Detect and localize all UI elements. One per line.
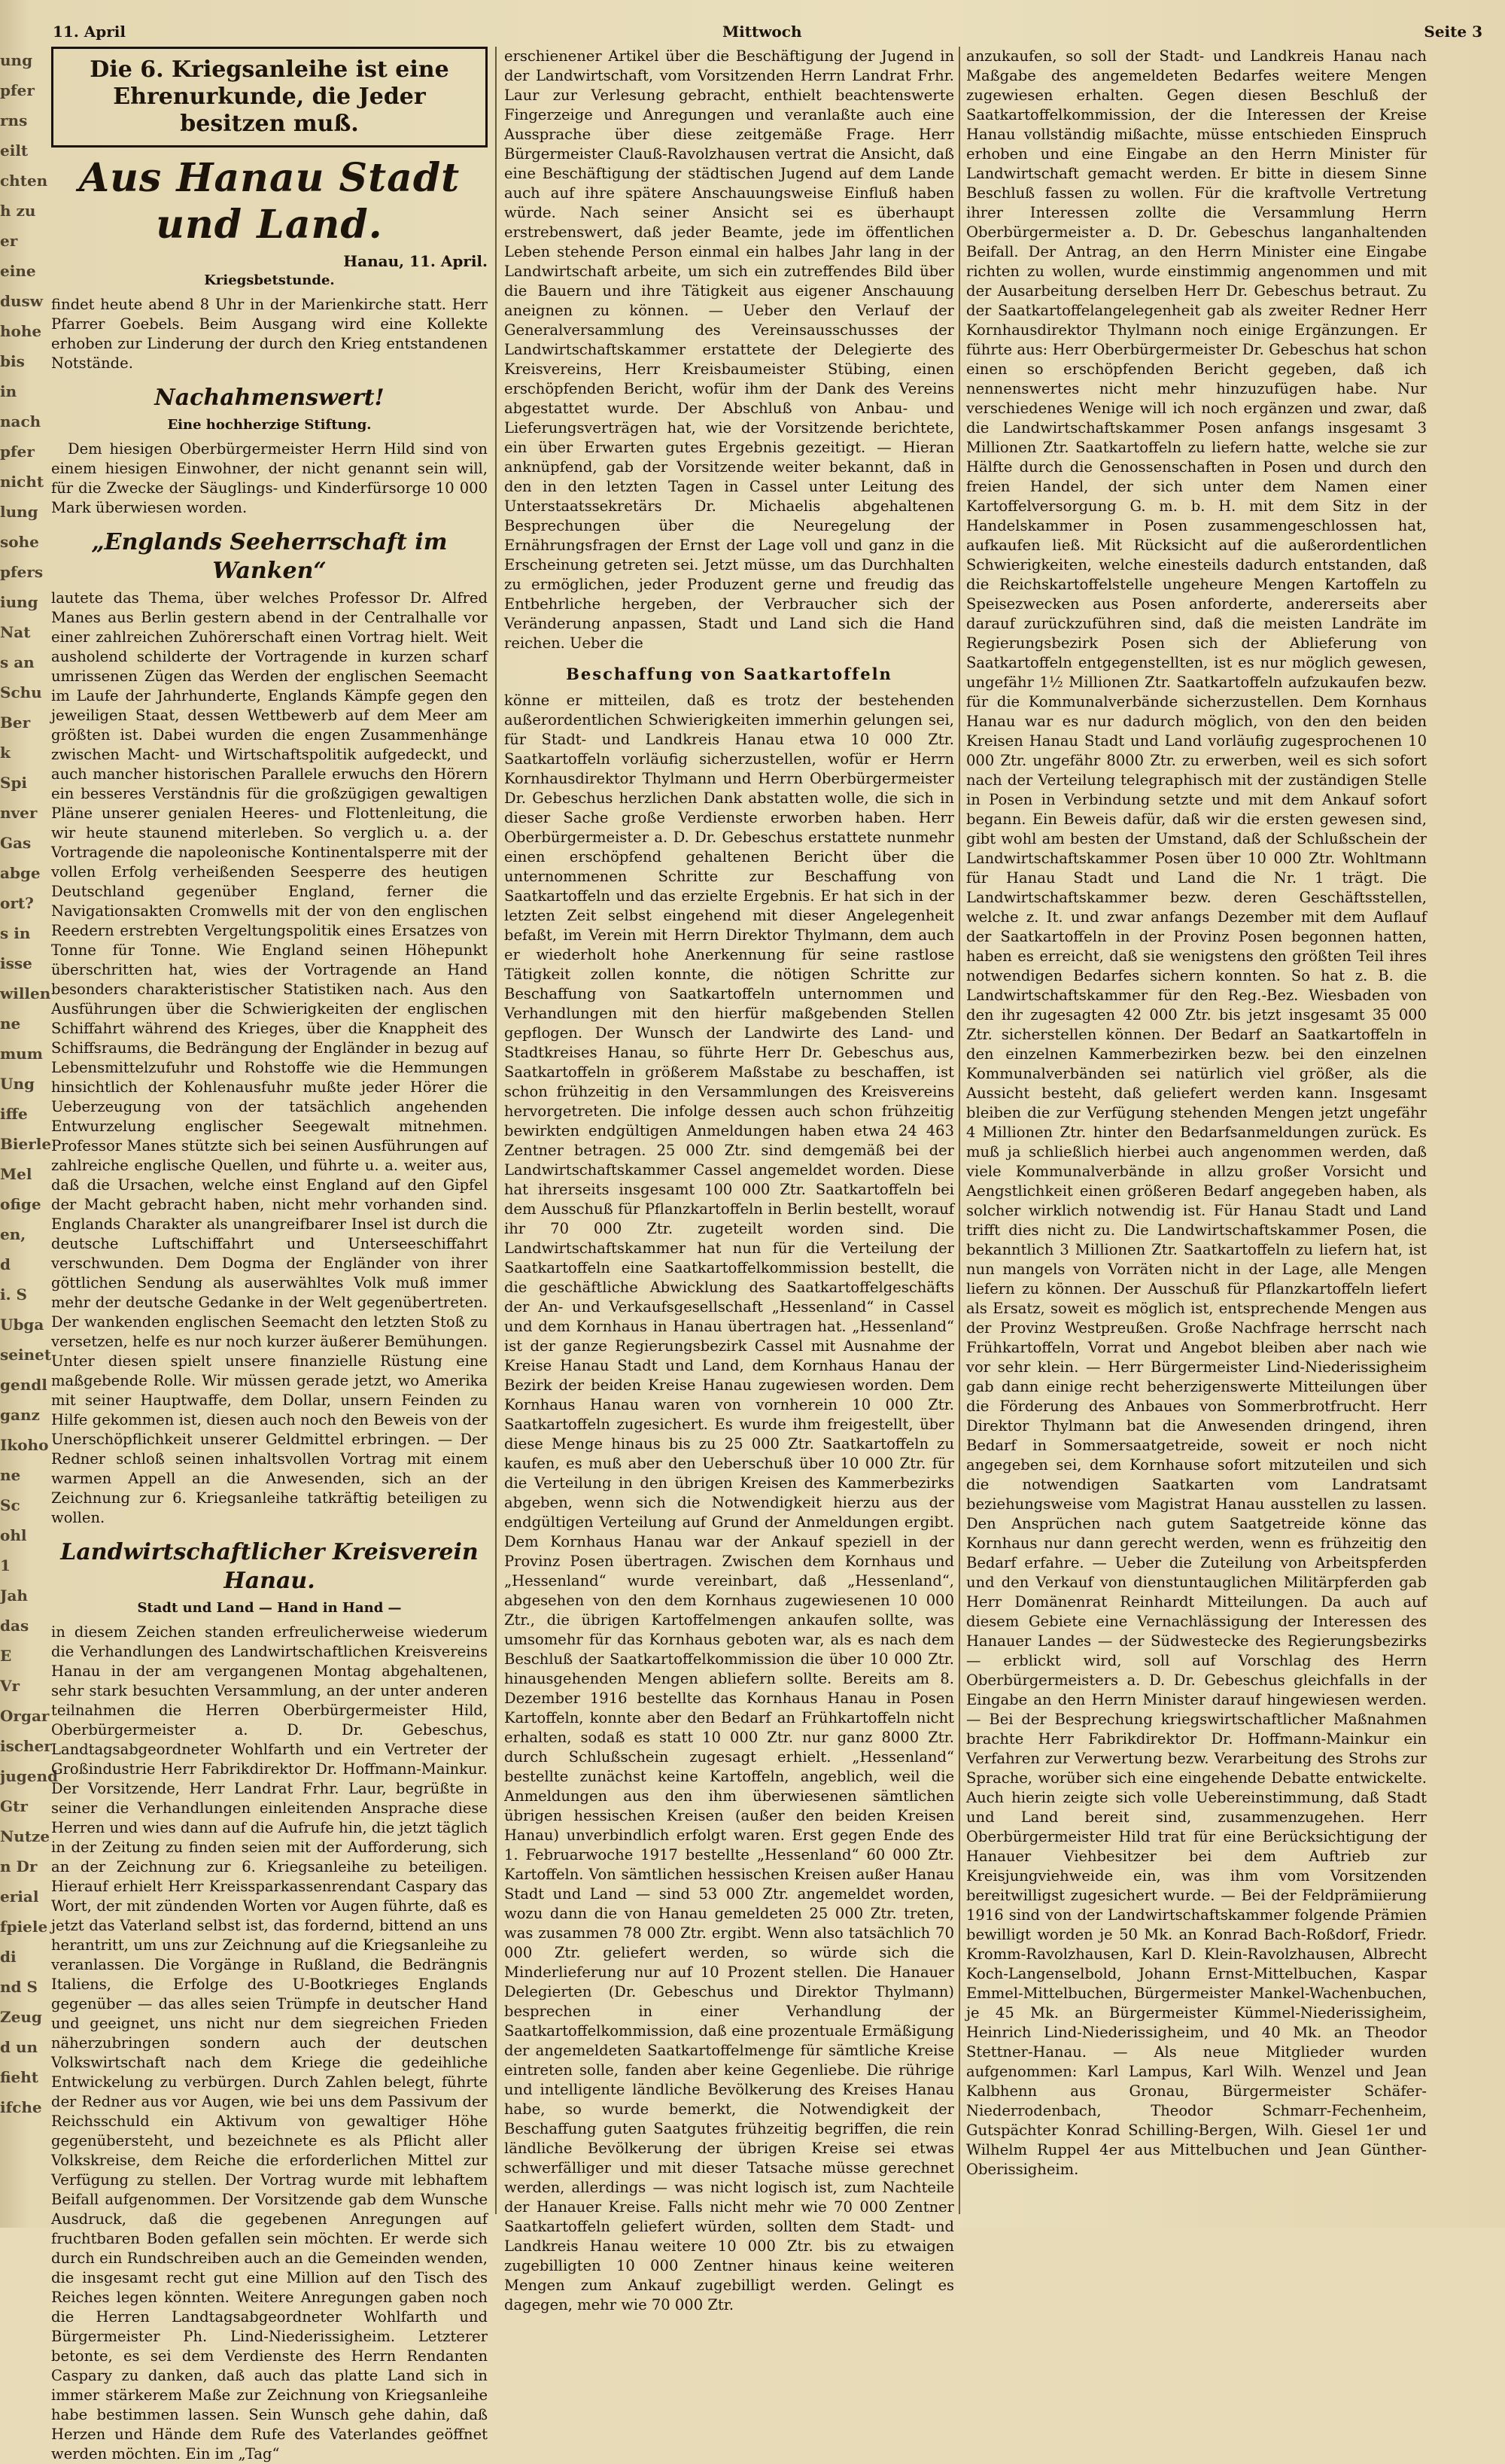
stub-fragment: in [0, 382, 17, 400]
article-heading-kreisverein: Landwirtschaftlicher Kreisverein Hanau. [60, 1539, 479, 1594]
stub-fragment: i. S [0, 1285, 27, 1303]
stub-fragment: h zu [0, 202, 36, 220]
stub-fragment: Zeug [0, 2008, 42, 2026]
stub-fragment: isse [0, 954, 32, 972]
war-bond-banner: Die 6. Kriegsanleihe ist eine Ehrenurkunde, die Jeder besitzen muß. [51, 47, 488, 148]
stub-fragment: lung [0, 503, 38, 521]
stub-fragment: d un [0, 2038, 38, 2056]
dateline: Hanau, 11. April. [343, 252, 488, 270]
stub-fragment: iung [0, 593, 38, 611]
stub-fragment: Vr [0, 1677, 20, 1695]
column-3 [966, 47, 1427, 2214]
stub-fragment: erial [0, 1888, 39, 1906]
stub-fragment: sohe [0, 533, 39, 551]
stub-fragment: ifche [0, 2098, 42, 2116]
article-body: lautete das Thema, über welches Professor Dr. Alfred Manes aus Berlin gestern abend in der Centralhalle vor einer zahlreichen Zuhörerschaft einen Vortrag hielt. Weit ausholend schilderte der Vortragende in kurzen scharf umrissenen Zügen das Werden der englischen Seemacht im Laufe der Jahrhunderte, Englands Kämpfe gegen den jeweiligen Staat, dessen Wettbewerb auf dem Meer am größten ist. Dabei wurden die engen Zusammenhänge zwischen Macht- und Wirtschaftspolitik aufgedeckt, und auch mancher historischen Parallele erwuchs den Hörern ein besseres Verständnis für die großzügigen gewaltigen Pläne unserer genialen Heeres- und Flottenleitung, die wir heute staunend miterleben. So verglich u. a. der Vortragende die napoleonische Kontinentalsperre mit der vollen Erfolg verheißenden Seesperre des heutigen Deutschland gegenüber England, ferner die Navigationsakten Cromwells mit der von den englischen Reedern erstrebten Vergeltungspolitik eines Ersatzes von Tonne für Tonne. Wie England seinen Höhepunkt überschritten hat, wies der Vortragende an Hand besonders charakteristischer Statistiken nach. Aus den Ausführungen über die Schwierigkeiten der englischen Schiffahrt während des Krieges, über die Knappheit des Schiffsraums, die Bedrängung der Engländer in bezug auf Lebensmittelzufuhr und Rohstoffe wie die Hemmungen hinsichtlich der Kohlenausfuhr mußte jeder Hörer die Ueberzeugung von der tatsächlich angehenden Entwurzelung englischer Seegewalt mitnehmen. Professor Manes stützte sich bei seinen Ausführungen auf zahlreiche englische Quellen, und führte u. a. weiter aus, daß die Ursachen, welche einst England auf den Gipfel der Macht gebracht haben, nicht mehr vorhanden sind. Englands Charakter als unangreifbarer Insel ist durch die deutsche Luftschiffahrt und Unterseeschiffahrt verschwunden. Dem Dogma der Engländer von ihrer göttlichen Sendung als auserwähltes Volk muß immer mehr der deutsche Gedanke in der Welt gegenübertreten. Der wankenden englischen Seemacht den letzten Stoß zu versetzen, helfe es nur noch kurzer äußerer Bemühungen. Unter diesen spielt unsere finanzielle Rüstung eine maßgebende Rolle. Wir müssen gerade jetzt, wo Amerika mit seiner Hauptwaffe, dem Dollar, unsern Feinden zu Hilfe gekommen ist, diesen auch noch den Beweis von der Unerschöpflichkeit unserer Geldmittel erbringen. — Der Redner schloß seinen inhaltsvollen Vortrag mit einem warmen Appell an die Anwesenden, sich an der Zeichnung zur 6. Kriegsanleihe tatkräftig beteiligen zu wollen. [51, 589, 488, 1526]
stub-fragment: en, d [0, 1225, 26, 1273]
column-rule [959, 47, 960, 2214]
column-2 [504, 47, 954, 2313]
stub-fragment: Gas [0, 834, 32, 852]
stub-fragment: 1 Jah [0, 1556, 28, 1605]
stub-fragment: pfer [0, 443, 35, 461]
stub-fragment: er [0, 232, 18, 250]
stub-fragment: di [0, 1948, 17, 1966]
stub-fragment: seinet [0, 1346, 52, 1364]
stub-fragment: chten [0, 172, 48, 190]
stub-fragment: Nutze [0, 1827, 50, 1845]
article-heading-betstunde: Kriegsbetstunde. [204, 272, 335, 288]
article-heading-england: „Englands Seeherrschaft im Wanken“ [91, 529, 448, 584]
section-masthead: Aus Hanau Stadt und Land. [78, 155, 461, 248]
adjacent-page-fragments [0, 45, 59, 2213]
stub-fragment: ung [0, 51, 33, 69]
stub-fragment: das E [0, 1617, 29, 1665]
stub-fragment: Ikoho [0, 1436, 49, 1454]
article-body: könne er mitteilen, daß es trotz der bestehenden außerordentlichen Schwierigkeiten immerhin gelungen sei, für Stadt- und Landkreis Hanau etwa 10 000 Ztr. Saatkartoffeln vorläufig sicherzustellen, wofür er Herrn Kornhausdirektor Thylmann und Herrn Oberbürgermeister Dr. Gebeschus herzlichen Dank abstatten wolle, die sich in dieser Sache große Verdienste erworben haben. Herr Oberbürgermeister a. D. Dr. Gebeschus erstattete nunmehr einen erschöpfend gehaltenen Bericht über die unternommenen Schritte zur Beschaffung von Saatkartoffeln und das erzielte Ergebnis. Er hat sich in der letzten Zeit selbst eingehend mit dieser Angelegenheit befaßt, im Verein mit Herrn Direktor Thylmann, dem auch er wiederholt hohe Anerkennung für seine rastlose Tätigkeit zollen konnte, die nötigen Schritte zur Beschaffung von Saatkartoffeln unternommen und Verhandlungen mit den hierfür maßgebenden Stellen gepflogen. Der Wunsch der Landwirte des Land- und Stadtkreises Hanau, so führte Herr Dr. Gebeschus aus, Saatkartoffeln in größerem Maßstabe zu beschaffen, ist schon frühzeitig in den Versammlungen des Kreisvereins hervorgetreten. Die infolge dessen auch schon frühzeitig bewirkten endgültigen Anmeldungen haben etwa 24 463 Zentner betragen. 25 000 Ztr. sind demgemäß bei der Landwirtschaftskammer Cassel angemeldet worden. Diese hat ihrerseits insgesamt 100 000 Ztr. Saatkartoffeln bei dem Ausschuß für Pflanzkartoffeln in Berlin bestellt, worauf ihr 70 000 Ztr. zugeteilt worden sind. Die Landwirtschaftskammer hat nun für die Verteilung der Saatkartoffeln eine Saatkartoffelkommission bestellt, die die geschäftliche Abwicklung des Saatkartoffelgeschäfts der An- und Verkaufsgesellschaft „Hessenland“ in Cassel und dem Kornhaus in Hanau übertragen hat. „Hessenland“ ist der ganze Regierungsbezirk Cassel mit Ausnahme der Kreise Hanau Stadt und Land, dem Kornhaus Hanau der Bezirk der beiden Kreise Hanau zugewiesen worden. Dem Kornhaus Hanau waren von vornherein 10 000 Ztr. Saatkartoffeln zugesichert. Es wurde ihm freigestellt, über diese Menge hinaus bis zu 25 000 Ztr. Saatkartoffeln zu kaufen, es muß aber den Ueberschuß über 10 000 Ztr. für die Verteilung in den übrigen Kreisen des Kammerbezirks abgeben, wenn sich die Notwendigkeit hierzu aus der endgültigen Verteilung auf Grund der Anmeldungen ergibt. Dem Kornhaus Hanau war der Ankauf speziell in der Provinz Posen übertragen. Zwischen dem Kornhaus und „Hessenland“ wurde vereinbart, daß „Hessenland“, abgesehen von den dem Kornhaus zugewiesenen 10 000 Ztr., die übrigen Kartoffelmengen ankaufen sollte, was umsomehr für das Kornhaus geboten war, als es nach dem Beschluß der Saatkartoffelkommission die über 10 000 Ztr. hinausgehenden Mengen abliefern sollte. Bereits am 8. Dezember 1916 bestellte das Kornhaus Hanau in Posen Kartoffeln, konnte aber den Bedarf an Frühkartoffeln nicht erhalten, sodaß es statt 10 000 Ztr. nur ganz 8000 Ztr. durch Schlußschein zugesagt erhielt. „Hessenland“ bestellte zunächst keine Kartoffeln, angeblich, weil die Anmeldungen aus den ihm überwiesenen sämtlichen übrigen hessischen Kreisen (außer den beiden Kreisen Hanau) unverbindlich erfolgt waren. Erst gegen Ende des 1. Februarwoche 1917 bestellte „Hessenland“ 60 000 Ztr. Kartoffeln. Von sämtlichen hessischen Kreisen außer Hanau Stadt und Land — sind 53 000 Ztr. angemeldet worden, wozu dann die von Hanau gemeldeten 25 000 Ztr. treten, was zusammen 78 000 Ztr. ergibt. Wenn also tatsächlich 70 000 Ztr. geliefert werden, so würde sich die Minderlieferung nur auf 10 Prozent stellen. Die Hanauer Delegierten (Dr. Gebeschus und Direktor Thylmann) besprechen in einer Verhandlung der Saatkartoffelkommission, daß eine prozentuale Ermäßigung der angemeldeten Saatkartoffelmenge für sämtliche Kreise eintreten solle, fanden aber keine Gegenliebe. Die rührige und intelligente ländliche Bevölkerung des Kreises Hanau habe, so wurde bemerkt, die Notwendigkeit der Beschaffung guten Saatgutes frühzeitig begriffen, die rein ländliche Bevölkerung der übrigen Kreise sei etwas schwerfälliger und mit dieser Tatsache müsse gerechnet werden, allerdings — was nicht logisch ist, zum Nachteile der Hanauer Kreise. Falls nicht mehr wie 70 000 Zentner Saatkartoffeln geliefert würden, sollten dem Stadt- und Landkreis Hanau weitere 10 000 Ztr. bis zu etwaigen zugebilligten 10 000 Zentner hinaus keine weiteren Mengen zum Ankauf zugebilligt werden. Gelingt es dagegen, mehr wie 70 000 Ztr. [504, 692, 954, 2313]
stub-fragment: s an [0, 653, 35, 671]
stub-fragment: pfer [0, 81, 35, 99]
stub-fragment: Ber [0, 713, 31, 732]
stub-fragment: ganz [0, 1406, 40, 1424]
stub-fragment: ischer [0, 1737, 52, 1755]
stub-fragment: Ubga [0, 1316, 44, 1334]
header-date: 11. April [53, 23, 126, 41]
stub-fragment: Schu [0, 683, 42, 701]
article-body: in diesem Zeichen standen erfreulicherweise wiederum die Verhandlungen des Landwirtschaftlichen Kreisvereins Hanau in der am vergangenen Montag abgehaltenen, sehr stark besuchten Versammlung, an der unter anderen teilnahmen die Herren Oberbürgermeister Hild, Oberbürgermeister a. D. Dr. Gebeschus, Landtagsabgeordneter Wohlfarth und ein Vertreter der Großindustrie Herr Fabrikdirektor Dr. Hoffmann-Mainkur. Der Vorsitzende, Herr Landrat Frhr. Laur, begrüßte in seiner die Verhandlungen einleitenden Ansprache diese Herren und wies dann auf die Aufrufe hin, die jetzt täglich in der Zeitung zu finden seien mit der Aufforderung, sich an der Zeichnung zur 6. Kriegsanleihe zu beteiligen. Hierauf erhielt Herr Kreissparkassenrendant Caspary das Wort, der mit zündenden Worten vor Augen führte, daß es jetzt das Vaterland selbst ist, das fordernd, bittend an uns herantritt, um uns zur Zeichnung auf die Kriegsanleihe zu veranlassen. Die Vorgänge in Rußland, die Bedrängnis Italiens, die Erfolge des U-Bootkrieges Englands gegenüber — das alles seien Trümpfe in deutscher Hand und geeignet, uns nicht nur dem siegreichen Frieden näherzubringen sondern auch der deutschen Volkswirtschaft nach dem Kriege die gedeihliche Entwickelung zu verbürgen. Durch Zahlen belegt, führte der Redner aus vor Augen, wie bei uns dem Passivum der Reichsschuld ein Aktivum von gewaltiger Höhe gegenübersteht, und bezeichnete es als Pflicht aller Volkskreise, dem Reiche die erforderlichen Mittel zur Verfügung zu stellen. Der Vortrag wurde mit lebhaftem Beifall aufgenommen. Der Vorsitzende gab dem Wunsche Ausdruck, daß die gegebenen Anregungen auf fruchtbaren Boden gefallen sein möchten. Er werde sich durch ein Rundschreiben auch an die Gemeinden wenden, die insgesamt recht gut eine Million auf den Tisch des Reiches legen könnten. Weitere Anregungen gaben noch die Herren Landtagsabgeordneter Wohlfarth und Bürgermeister Ph. Lind-Niederissigheim. Letzterer betonte, es sei dem Verdienste des Herrn Rendanten Caspary zu danken, daß auch das platte Land sich in immer stärkerem Maße zur Zeichnung von Kriegsanleihe habe bestimmen lassen. Sein Wunsch gehe dahin, daß Herzen und Hände dem Rufe des Vaterlandes geöffnet werden möchten. Ein im „Tag“ [51, 1623, 488, 2462]
stub-fragment: n Dr [0, 1857, 38, 1875]
stub-fragment: Ung [0, 1075, 35, 1093]
header-page-number: Seite 3 [1424, 23, 1482, 41]
stub-fragment: iffe [0, 1105, 28, 1123]
stub-fragment: rns [0, 111, 28, 129]
stub-fragment: dusw [0, 292, 44, 310]
article-body: findet heute abend 8 Uhr in der Marienkirche statt. Herr Pfarrer Goebels. Beim Ausgang wird eine Kollekte erhoben zur Linderung der durch den Krieg entstandenen Notstände. [51, 296, 488, 372]
article-body: Dem hiesigen Oberbürgermeister Herrn Hild sind von einem hiesigen Einwohner, der nicht genannt sein will, für die Zwecke der Säuglings- und Kinderfürsorge 10 000 Mark überwiesen worden. [51, 440, 488, 516]
stub-fragment: eine [0, 262, 36, 280]
stub-fragment: nver [0, 804, 38, 822]
column-rule [495, 47, 497, 2214]
stub-fragment: Spi [0, 774, 28, 792]
stub-fragment: s in [0, 924, 31, 942]
stub-fragment: ne [0, 1014, 21, 1033]
stub-fragment: k [0, 744, 11, 762]
stub-fragment: fpiele [0, 1918, 48, 1936]
stub-fragment: Bierle [0, 1135, 52, 1153]
stub-fragment: nicht [0, 473, 44, 491]
stub-fragment: eilt [0, 141, 29, 160]
stub-fragment: hohe [0, 322, 42, 340]
stub-fragment: ne Sc [0, 1466, 21, 1514]
article-heading-saatkartoffeln: Beschaffung von Saatkartoffeln [566, 665, 892, 683]
stub-fragment: Nat [0, 623, 31, 641]
article-subheading: Stadt und Land — Hand in Hand — [137, 1600, 402, 1616]
stub-fragment: ohl [0, 1526, 27, 1544]
stub-fragment: jugend [0, 1767, 59, 1785]
stub-fragment: ort? [0, 894, 34, 912]
header-weekday: Mittwoch [722, 23, 802, 41]
stub-fragment: willen [0, 984, 51, 1002]
stub-fragment: ofige [0, 1195, 41, 1213]
stub-fragment: Gtr [0, 1797, 28, 1815]
stub-fragment: mum [0, 1045, 43, 1063]
stub-fragment: nach [0, 412, 41, 430]
column-1 [51, 47, 488, 2462]
stub-fragment: nd S [0, 1978, 38, 1996]
stub-fragment: Mel [0, 1165, 32, 1183]
stub-fragment: fieht [0, 2068, 39, 2086]
article-heading-nachahmenswert: Nachahmenswert! [154, 385, 385, 411]
article-body: anzukaufen, so soll der Stadt- und Landkreis Hanau nach Maßgabe des angemeldeten Bedarfes weitere Mengen zugewiesen erhalten. Gegen diesen Beschluß der Saatkartoffelkommission, der die Interessen der Kreise Hanau vollständig mißachte, müsse entschieden Einspruch erhoben und eine Eingabe an den Herrn Minister für Landwirtschaft gemacht werden. Er bitte in diesem Sinne Beschluß fassen zu wollen. Für die kraftvolle Vertretung ihrer Interessen zollte die Versammlung Herrn Oberbürgermeister a. D. Dr. Gebeschus langanhaltenden Beifall. Der Antrag, an den Herrn Minister eine Eingabe richten zu wollen, wurde einstimmig angenommen und mit der Ausarbeitung derselben Herr Dr. Gebeschus betraut. Zu der Saatkartoffelangelegenheit gab als zweiter Redner Herr Kornhausdirektor Thylmann noch einige Ergänzungen. Er führte aus: Herr Oberbürgermeister Dr. Gebeschus hat schon einen so erschöpfenden Bericht gegeben, daß ich nennenswertes nicht mehr hinzuzufügen habe. Nur verschiedenes Wenige will ich noch ergänzen und zwar, daß die Landwirtschaftskammer Posen anfangs insgesamt 3 Millionen Ztr. Saatkartoffeln zu liefern hatte, welche sie zur Hälfte durch die Genossenschaften in Posen und durch den freien Handel, der sich unter dem Namen einer Kartoffelversorgung G. m. b. H. mit dem Sitz in der Handelskammer in Posen zusammengeschlossen hat, aufkaufen ließ. Mit Rücksicht auf die außerordentlichen Schwierigkeiten, welche einesteils dadurch entstanden, daß die Reichskartoffelstelle ungeheure Mengen Kartoffeln zu Speisezwecken aus Posen anforderte, andererseits aber darauf zurückzuführen sind, daß die meisten Landräte im Regierungsbezirk Posen sich der Ablieferung von Saatkartoffeln entgegenstellten, ist es nur möglich gewesen, ungefähr 1½ Millionen Ztr. Saatkartoffeln aufzukaufen bezw. für die Kommunalverbände sicherzustellen. Dem Kornhaus Hanau war es nur dadurch möglich, von den den beiden Kreisen Hanau Stadt und Land vorläufig zugesprochenen 10 000 Ztr. ungefähr 8000 Ztr. zu erwerben, weil es sich sofort nach der Verteilung telegraphisch mit der zuständigen Stelle in Posen in Verbindung setzte und mit dem Ankauf sofort begann. Ein Beweis dafür, daß wir die ersten gewesen sind, gibt wohl am besten der Umstand, daß der Schlußschein der Landwirtschaftskammer Posen über 10 000 Ztr. Wohltmann für Hanau Stadt und Land die Nr. 1 trägt. Die Landwirtschaftskammer bezw. deren Geschäftsstellen, welche z. It. und zwar anfangs Dezember mit dem Auflauf der Saatkartoffeln in der Provinz Posen begonnen hatten, haben es erreicht, daß sie wenigstens den größten Teil ihres notwendigen Bedarfes sichern konnten. So hat z. B. die Landwirtschaftskammer für den Reg.-Bez. Wiesbaden von den ihr zugesagten 42 000 Ztr. bis jetzt insgesamt 35 000 Ztr. sicherstellen können. Der Bedarf an Saatkartoffeln in den einzelnen Kammerbezirken bezw. bei den einzelnen Kommunalverbänden sei natürlich viel größer, als die Aussicht besteht, daß geliefert werden kann. Insgesamt bleiben die zur Verfügung stehenden Mengen jetzt ungefähr 4 Millionen Ztr. hinter den Bedarfsanmeldungen zurück. Es muß ja schließlich hierbei auch angenommen werden, daß viele Kommunalverbände in allzu großer Vorsicht und Aengstlichkeit einen größeren Bedarf angegeben haben, als solcher wirklich notwendig ist. Für Hanau Stadt und Land trifft dies nicht zu. Die Landwirtschaftskammer Posen, die bekanntlich 3 Millionen Ztr. Saatkartoffeln zu liefern hat, ist nun mangels von Vorräten nicht in der Lage, alle Mengen liefern zu können. Der Ausschuß für Pflanzkartoffeln liefert als Ersatz, soweit es möglich ist, entsprechende Mengen aus der Provinz Westpreußen. Große Nachfrage herrscht nach Frühkartoffeln, Vorrat und Angebot bleiben aber nach wie vor sehr klein. — Herr Bürgermeister Lind-Niederissigheim gab dann einige recht beherzigenswerte Mitteilungen über die Förderung des Anbaues von Sommerbrotfrucht. Herr Direktor Thylmann bat die Anwesenden dringend, ihren Bedarf in Sommersaatgetreide, soweit er noch nicht angegeben sei, dem Kornhause sofort mitzuteilen und sich die notwendigen Saatkarten vom Landratsamt beziehungsweise vom Magistrat Hanau ausstellen zu lassen. Den Ansprüchen nach gutem Saatgetreide könne das Kornhaus nur dann gerecht werden, wenn es frühzeitig den Bedarf erfahre. — Ueber die Zuteilung von Arbeitspferden und den Verkauf von dienstuntauglichen Militärpferden gab Herr Domänenrat Reinhardt Mitteilungen. Da auch auf diesem Gebiete eine Vernachlässigung der Interessen des Hanauer Landes — der Südwestecke des Regierungsbezirks — erblickt wird, soll auf Vorschlag des Herrn Oberbürgermeisters a. D. Dr. Gebeschus gleichfalls in der Eingabe an den Herrn Minister darauf hingewiesen werden. — Bei der Besprechung kriegswirtschaftlicher Maßnahmen brachte Herr Fabrikdirektor Dr. Hoffmann-Mainkur ein Verfahren zur Verwertung bezw. Verarbeitung des Strohs zur Sprache, worüber sich eine eingehende Debatte entwickelte. Auch hierin zeigte sich volle Uebereinstimmung, daß Stadt und Land bereit sind, zusammenzugehen. Herr Oberbürgermeister Hild trat für eine Berücksichtigung der Hanauer Viehbesitzer bei dem Auftrieb zur Kreisjungviehweide ein, was ihm vom Vorsitzenden bereitwilligst zugesichert wurde. — Bei der Feldprämiierung 1916 sind von der Landwirtschaftskammer folgende Prämien bewilligt worden je 50 Mk. an Konrad Bach-Roßdorf, Friedr. Kromm-Ravolzhausen, Karl D. Klein-Ravolzhausen, Albrecht Koch-Langenselbold, Johann Ernst-Mittelbuchen, Kaspar Emmel-Mittelbuchen, Bürgermeister Mankel-Wachenbuchen, je 45 Mk. an Bürgermeister Kümmel-Niederissigheim, Heinrich Lind-Niederissigheim, und 40 Mk. an Theodor Stettner-Hanau. — Als neue Mitglieder wurden aufgenommen: Karl Lampus, Karl Wilh. Wenzel und Jean Kalbhenn aus Gronau, Bürgermeister Schäfer-Niederrodenbach, Theodor Schmarr-Fechenheim, Gutspächter Konrad Schilling-Bergen, Wilh. Giesel 1er und Wilhelm Ruppel 4er aus Mittelbuchen und Jean Günther-Oberissigheim. [966, 47, 1427, 2178]
article-subheading: Eine hochherzige Stiftung. [167, 417, 372, 433]
stub-fragment: gendl [0, 1376, 47, 1394]
stub-fragment: pfers [0, 563, 44, 581]
article-body: erschienener Artikel über die Beschäftigung der Jugend in der Landwirtschaft, vom Vorsitzenden Herrn Landrat Frhr. Laur zur Verlesung gebracht, enthielt beachtenswerte Fingerzeige und Anregungen und veranlaßte auch eine Aussprache über diese zeitgemäße Frage. Herr Bürgermeister Clauß-Ravolzhausen vertrat die Ansicht, daß eine Beschäftigung der städtischen Jugend auf dem Lande auch auf ihre spätere Anschauungsweise Einfluß haben würde. Nach seiner Ansicht sei es überhaupt erstrebenswert, daß jeder Beamte, jede im öffentlichen Leben stehende Person einmal ein halbes Jahr lang in der Landwirtschaft arbeite, um sich ein zutreffendes Bild über die Bauern und ihre Tätigkeit aus eigener Anschauung aneignen zu können. — Ueber den Verlauf der Generalversammlung des Vereinsausschusses der Landwirtschaftskammer erstattete der Delegierte des Kreisvereins, Herr Kreisbaumeister Stübing, einen erschöpfenden Bericht, wofür ihm der Dank des Vereins abgestattet wurde. Der Abschluß von Anbau- und Lieferungsverträgen hat, wie der Vorsitzende berichtete, ein über Erwarten gutes Ergebnis gezeitigt. — Hieran anknüpfend, gab der Vorsitzende weiter bekannt, daß in den in den letzten Tagen in Cassel unter Leitung des Unterstaatssekretärs Dr. Michaelis abgehaltenen Besprechungen über die Neuregelung der Ernährungsfragen der Ernst der Lage voll und ganz in die Erscheinung getreten sei. Jetzt müsse, um das Durchhalten zu ermöglichen, jeder Produzent gerne und freudig das Entbehrliche hergeben, der Verbraucher sich der Veränderung anpassen, Stadt und Land sich die Hand reichen. Ueber die [504, 47, 954, 652]
stub-fragment: abge [0, 864, 41, 882]
stub-fragment: Orgar [0, 1707, 50, 1725]
page-header [53, 14, 1482, 44]
stub-fragment: bis [0, 352, 25, 370]
